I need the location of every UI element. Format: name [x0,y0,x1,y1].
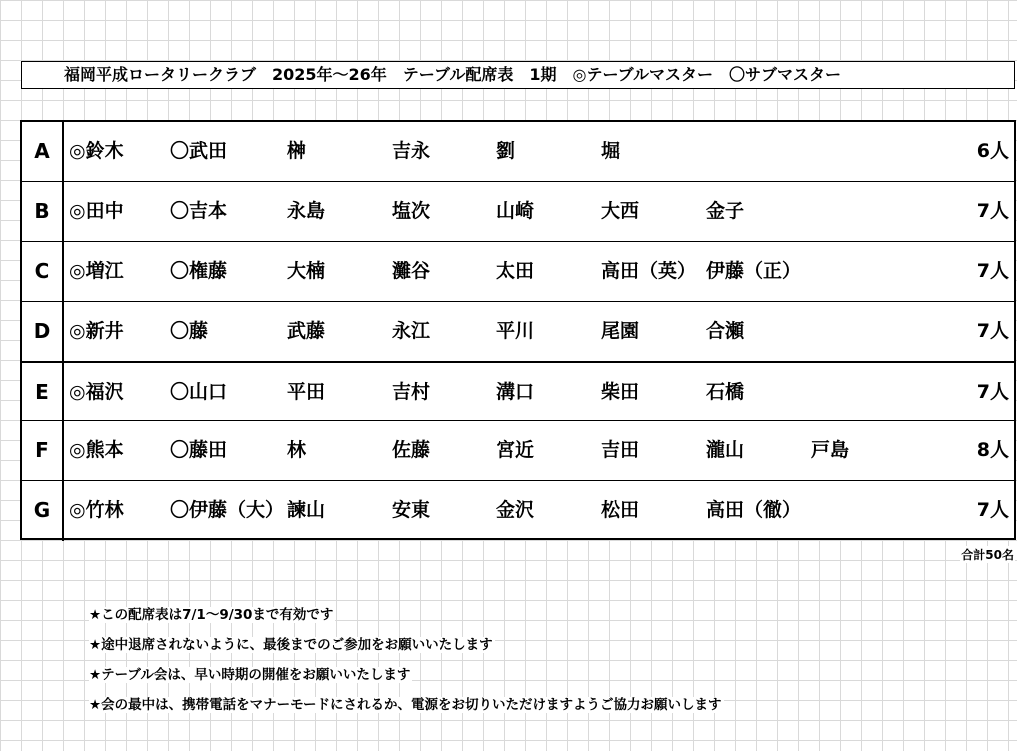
member-count: 6人 [976,140,1009,162]
table-row [22,480,1014,541]
member-name: 永江 [392,320,431,342]
table-label: G [22,481,64,541]
member-name: 佐藤 [392,439,431,461]
member-name: 吉永 [392,140,431,162]
member-name: ◎竹林 [69,499,124,521]
member-name: ◎田中 [69,200,124,222]
member-name: 劉 [496,140,516,162]
member-count: 7人 [976,260,1009,282]
member-count: 7人 [976,381,1009,403]
member-name: 太田 [496,260,535,282]
note-text: ★途中退席されないように、最後までのご参加をお願いいたします [89,637,493,653]
seating-table [20,120,1016,540]
member-name: 大西 [601,200,640,222]
member-name: ◎福沢 [69,381,124,403]
total-count: 合計50名 [961,548,1014,562]
member-name: 堀 [601,140,621,162]
member-name: ◎鈴木 [69,140,124,162]
member-name: 金子 [706,200,745,222]
member-name: 〇武田 [170,140,228,162]
table-row [22,301,1014,362]
member-name: 吉村 [392,381,431,403]
member-name: ◎熊本 [69,439,124,461]
table-label: C [22,242,64,302]
member-name: 〇山口 [170,381,228,403]
member-name: ◎新井 [69,320,124,342]
table-label: A [22,122,64,182]
member-name: 〇権藤 [170,260,228,282]
member-count: 7人 [976,320,1009,342]
member-name: 灘谷 [392,260,431,282]
member-name: 〇吉本 [170,200,228,222]
member-name: 安東 [392,499,431,521]
note-item [89,634,724,664]
note-item [89,664,724,694]
table-row [22,122,1014,182]
member-name: 〇伊藤（大） [170,499,285,521]
member-name: 林 [287,439,307,461]
member-count: 7人 [976,200,1009,222]
notes-list [89,604,724,724]
table-label: D [22,302,64,362]
table-row [22,181,1014,242]
member-name: 榊 [287,140,307,162]
note-text: ★テーブル会は、早い時期の開催をお願いいたします [89,667,411,683]
member-name: 永島 [287,200,326,222]
page-title: 福岡平成ロータリークラブ 2025年～26年 テーブル配席表 1期 ◎テーブルマスター 〇サブマスター [21,61,1015,89]
member-name: 宮近 [496,439,535,461]
member-name: 山崎 [496,200,535,222]
table-row [22,361,1014,423]
member-name: 平川 [496,320,535,342]
member-name: 武藤 [287,320,326,342]
member-name: 金沢 [496,499,535,521]
table-label: F [22,421,64,481]
member-count: 7人 [976,499,1009,521]
member-name: 合瀬 [706,320,745,342]
member-name: 石橋 [706,381,745,403]
member-name: 伊藤（正） [706,260,802,282]
member-name: 平田 [287,381,326,403]
member-name: 高田（英） [601,260,697,282]
member-name: 高田（徹） [706,499,802,521]
table-label: B [22,182,64,242]
member-name: 〇藤田 [170,439,228,461]
member-name: 吉田 [601,439,640,461]
note-text: ★会の最中は、携帯電話をマナーモードにされるか、電源をお切りいただけますようご協力お願いします [89,697,722,713]
member-name: ◎増江 [69,260,124,282]
note-item [89,604,724,634]
member-name: 諫山 [287,499,326,521]
note-item [89,694,724,724]
member-name: 溝口 [496,381,535,403]
member-name: 〇藤 [170,320,209,342]
member-name: 柴田 [601,381,640,403]
member-name: 塩次 [392,200,431,222]
table-label: E [22,363,64,423]
member-name: 戸島 [811,439,850,461]
member-name: 尾園 [601,320,640,342]
member-name: 大楠 [287,260,326,282]
table-row [22,420,1014,481]
member-name: 松田 [601,499,640,521]
table-row [22,241,1014,302]
member-count: 8人 [976,439,1009,461]
note-text: ★この配席表は7/1～9/30まで有効です [89,607,334,623]
member-name: 瀧山 [706,439,745,461]
